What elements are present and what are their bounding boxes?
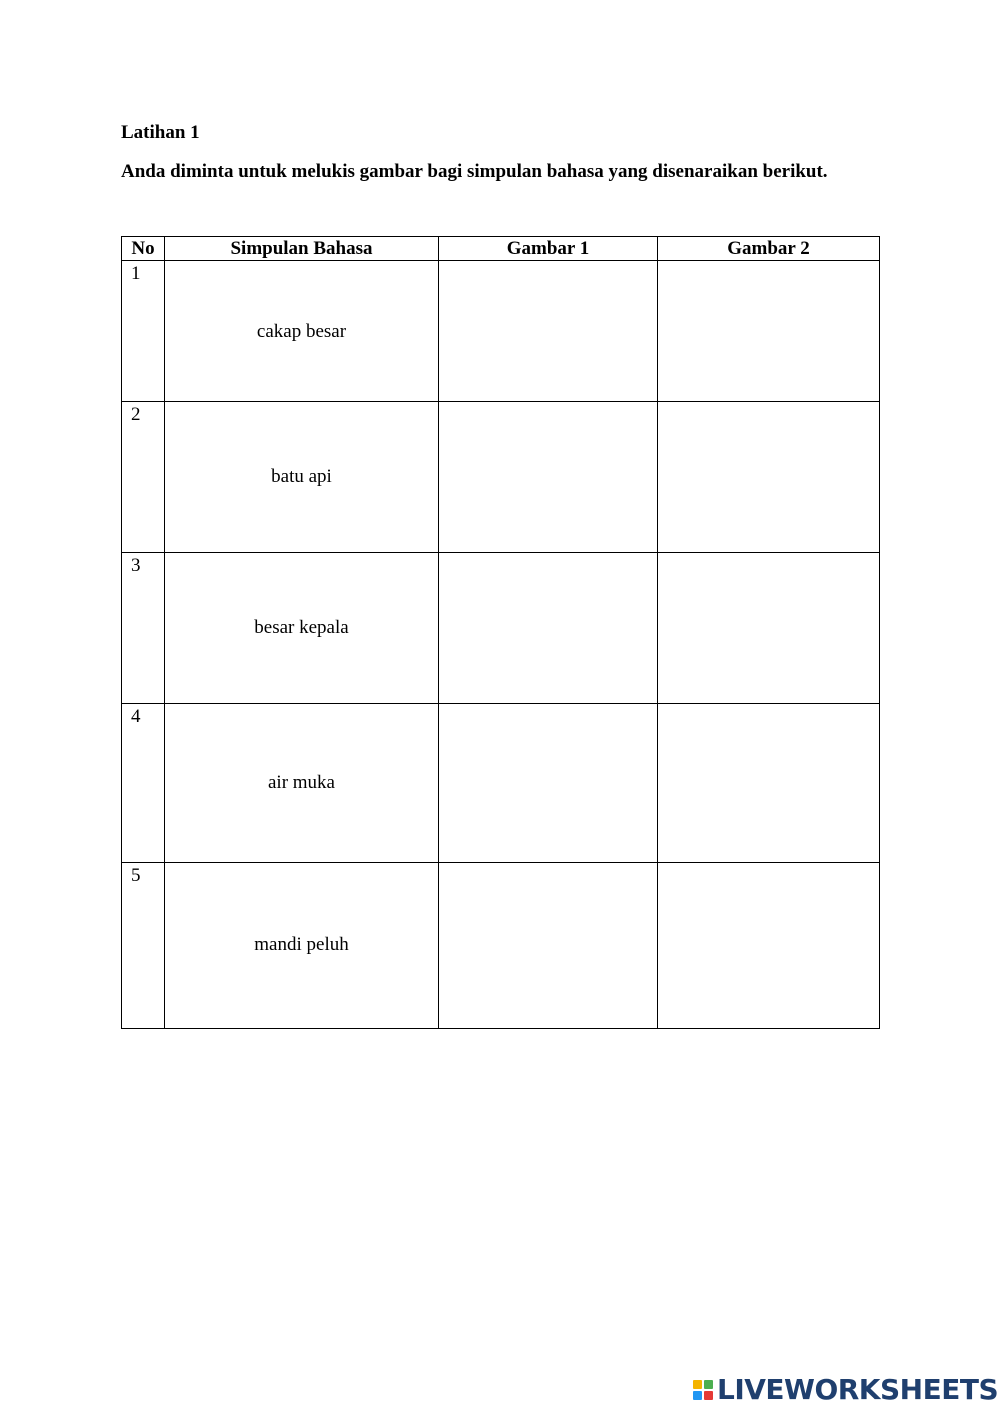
phrase-text: batu api	[271, 466, 332, 487]
phrase-cell	[165, 402, 439, 553]
header-phrase: Simpulan Bahasa	[165, 237, 439, 261]
table-row	[122, 261, 880, 402]
row-number: 1	[122, 261, 165, 402]
table-row	[122, 863, 880, 1029]
picture-1-cell[interactable]	[439, 402, 658, 553]
picture-2-cell[interactable]	[658, 402, 880, 553]
logo-text: LIVEWORKSHEETS	[717, 1373, 999, 1406]
logo-square-icon	[704, 1391, 713, 1400]
table-row	[122, 402, 880, 553]
phrase-cell	[165, 261, 439, 402]
logo-mark-icon	[693, 1380, 713, 1400]
worksheet-table	[121, 236, 880, 1029]
picture-2-cell[interactable]	[658, 704, 880, 863]
logo-square-icon	[693, 1391, 702, 1400]
phrase-cell	[165, 704, 439, 863]
table-row	[122, 704, 880, 863]
picture-1-cell[interactable]	[439, 863, 658, 1029]
logo-square-icon	[693, 1380, 702, 1389]
row-number: 3	[122, 553, 165, 704]
table-header-row	[122, 237, 880, 261]
row-number: 2	[122, 402, 165, 553]
phrase-text: air muka	[267, 772, 335, 793]
logo-square-icon	[704, 1380, 713, 1389]
worksheet-title: Latihan 1	[121, 122, 200, 143]
picture-1-cell[interactable]	[439, 553, 658, 704]
picture-2-cell[interactable]	[658, 553, 880, 704]
table-row	[122, 553, 880, 704]
row-number: 5	[122, 863, 165, 1029]
picture-2-cell[interactable]	[658, 261, 880, 402]
picture-1-cell[interactable]	[439, 261, 658, 402]
worksheet-instruction: Anda diminta untuk melukis gambar bagi simpulan bahasa yang disenaraikan berikut.	[121, 161, 828, 182]
phrase-text: besar kepala	[254, 617, 349, 638]
phrase-text: cakap besar	[256, 321, 347, 342]
header-picture-2: Gambar 2	[658, 237, 880, 261]
phrase-text: mandi peluh	[254, 933, 349, 955]
header-no: No	[122, 237, 165, 261]
phrase-cell	[165, 553, 439, 704]
liveworksheets-logo	[693, 1375, 998, 1405]
picture-1-cell[interactable]	[439, 704, 658, 863]
header-picture-1: Gambar 1	[439, 237, 658, 261]
picture-2-cell[interactable]	[658, 863, 880, 1029]
phrase-cell	[165, 863, 439, 1029]
row-number: 4	[122, 704, 165, 863]
